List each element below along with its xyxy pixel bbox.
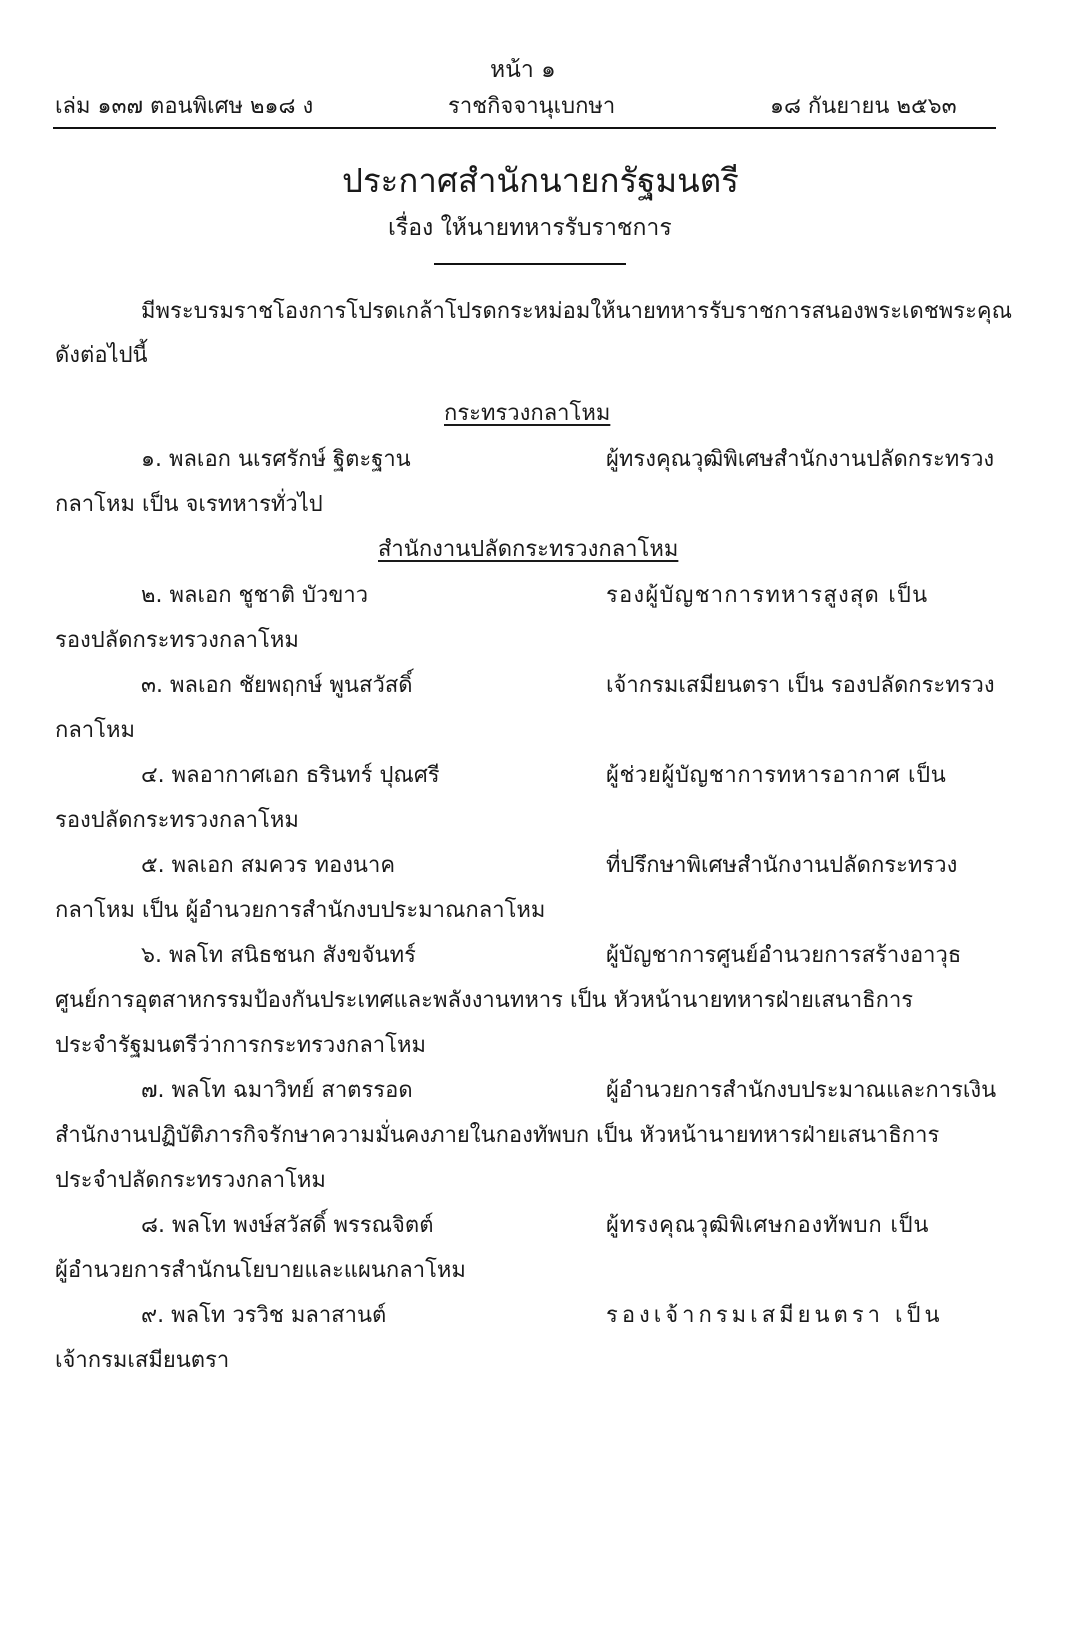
entry-position: เจ้ากรมเสมียนตรา เป็น รองปลัดกระทรวง	[606, 673, 995, 698]
entry-continuation: ประจำปลัดกระทรวงกลาโหม	[55, 1168, 326, 1193]
entry-continuation: สำนักงานปฏิบัติภารกิจรักษาความมั่นคงภายในกองทัพบก เป็น หัวหน้านายทหารฝ่ายเสนาธิการ	[55, 1123, 940, 1148]
entry-name: ๔. พลอากาศเอก ธรินทร์ ปุณศรี	[141, 763, 440, 788]
issue-date: ๑๘ กันยายน ๒๕๖๓	[770, 94, 957, 119]
entry-continuation: กลาโหม เป็น ผู้อำนวยการสำนักงบประมาณกลาโหม	[55, 898, 546, 923]
entry-position: ที่ปรึกษาพิเศษสำนักงานปลัดกระทรวง	[606, 853, 958, 878]
entry-continuation: กลาโหม	[55, 718, 135, 743]
entry-position: รองเจ้ากรมเสมียนตรา เป็น	[606, 1303, 944, 1328]
entry-name: ๒. พลเอก ชูชาติ บัวขาว	[141, 583, 369, 608]
volume-info: เล่ม ๑๓๗ ตอนพิเศษ ๒๑๘ ง	[55, 94, 314, 119]
entry-continuation: รองปลัดกระทรวงกลาโหม	[55, 808, 299, 833]
entry-position: ผู้บัญชาการศูนย์อำนวยการสร้างอาวุธ	[606, 943, 962, 968]
entry-position: ผู้ทรงคุณวุฒิพิเศษสำนักงานปลัดกระทรวง	[606, 447, 995, 472]
document-subject: เรื่อง ให้นายทหารรับราชการ	[388, 215, 672, 241]
document-title: ประกาศสำนักนายกรัฐมนตรี	[342, 161, 739, 200]
entry-name: ๓. พลเอก ชัยพฤกษ์ พูนสวัสดิ์	[141, 673, 413, 698]
header-rule	[53, 127, 996, 129]
title-rule	[434, 263, 626, 265]
section-heading: สำนักงานปลัดกระทรวงกลาโหม	[378, 537, 679, 562]
entry-position: ผู้อำนวยการสำนักงบประมาณและการเงิน	[606, 1078, 997, 1103]
entry-continuation: ประจำรัฐมนตรีว่าการกระทรวงกลาโหม	[55, 1033, 426, 1058]
entry-name: ๖. พลโท สนิธชนก สังขจันทร์	[141, 943, 416, 968]
page-number: หน้า ๑	[490, 57, 556, 83]
entry-continuation: รองปลัดกระทรวงกลาโหม	[55, 628, 299, 653]
entry-position: ผู้ทรงคุณวุฒิพิเศษกองทัพบก เป็น	[606, 1213, 930, 1238]
entry-continuation: ศูนย์การอุตสาหกรรมป้องกันประเทศและพลังงานทหาร เป็น หัวหน้านายทหารฝ่ายเสนาธิการ	[55, 988, 914, 1013]
intro-line-1: มีพระบรมราชโองการโปรดเกล้าโปรดกระหม่อมให้นายทหารรับราชการสนองพระเดชพระคุณ	[141, 299, 1013, 324]
intro-line-2: ดังต่อไปนี้	[55, 343, 148, 368]
entry-name: ๕. พลเอก สมควร ทองนาค	[141, 853, 396, 878]
section-heading: กระทรวงกลาโหม	[444, 401, 611, 426]
entry-continuation: กลาโหม เป็น จเรทหารทั่วไป	[55, 492, 323, 517]
entry-name: ๙. พลโท วรวิช มลาสานต์	[141, 1303, 387, 1328]
entry-continuation: เจ้ากรมเสมียนตรา	[55, 1348, 230, 1373]
entry-name: ๑. พลเอก นเรศรักษ์ ฐิตะฐาน	[141, 447, 411, 472]
entry-position: ผู้ช่วยผู้บัญชาการทหารอากาศ เป็น	[606, 763, 947, 788]
entry-name: ๗. พลโท ฉมาวิทย์ สาตรรอด	[141, 1078, 413, 1103]
entry-position: รองผู้บัญชาการทหารสูงสุด เป็น	[606, 583, 929, 608]
gazette-name: ราชกิจจานุเบกษา	[448, 94, 616, 119]
entry-continuation: ผู้อำนวยการสำนักนโยบายและแผนกลาโหม	[55, 1258, 466, 1283]
entry-name: ๘. พลโท พงษ์สวัสดิ์ พรรณจิตต์	[141, 1213, 434, 1238]
